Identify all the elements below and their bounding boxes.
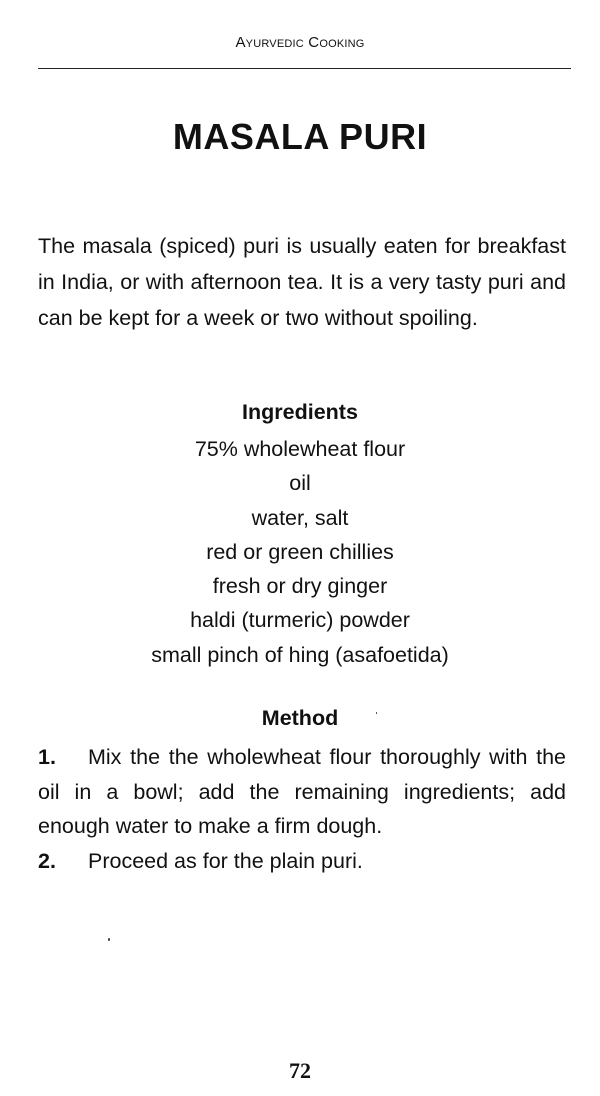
step-number: 1. bbox=[38, 745, 56, 769]
method-list bbox=[38, 740, 566, 878]
running-header: Ayurvedic Cooking bbox=[235, 34, 365, 51]
method-step bbox=[38, 740, 566, 844]
page-number: 72 bbox=[289, 1058, 311, 1083]
step-text: Proceed as for the plain puri. bbox=[88, 848, 363, 873]
recipe-title: MASALA PURI bbox=[172, 116, 428, 157]
ingredient-item: oil bbox=[289, 471, 311, 496]
ingredient-item: red or green chillies bbox=[206, 539, 394, 564]
ingredient-item: water, salt bbox=[251, 505, 349, 530]
print-speck bbox=[108, 938, 110, 941]
method-step bbox=[38, 844, 566, 879]
ingredient-item: haldi (turmeric) powder bbox=[190, 608, 410, 633]
ingredients-heading: Ingredients bbox=[242, 400, 358, 424]
recipe-intro: The masala (spiced) puri is usually eaten for breakfast in India, or with afternoon tea. It is a very tasty puri and can be kept for a week or two without spoiling. bbox=[38, 234, 566, 330]
step-number: 2. bbox=[38, 848, 56, 873]
ingredients-list bbox=[0, 432, 600, 672]
ingredient-item: small pinch of hing (asafoetida) bbox=[151, 642, 449, 667]
header-rule bbox=[38, 68, 571, 69]
print-speck bbox=[376, 712, 377, 714]
ingredient-item: fresh or dry ginger bbox=[212, 574, 388, 599]
step-text: Mix the the wholewheat flour thoroughly with the oil in a bowl; add the remaining ingredients; add enough water to make a firm dough. bbox=[38, 745, 566, 838]
ingredient-item: 75% wholewheat flour bbox=[194, 437, 406, 461]
method-heading: Method bbox=[261, 706, 339, 730]
